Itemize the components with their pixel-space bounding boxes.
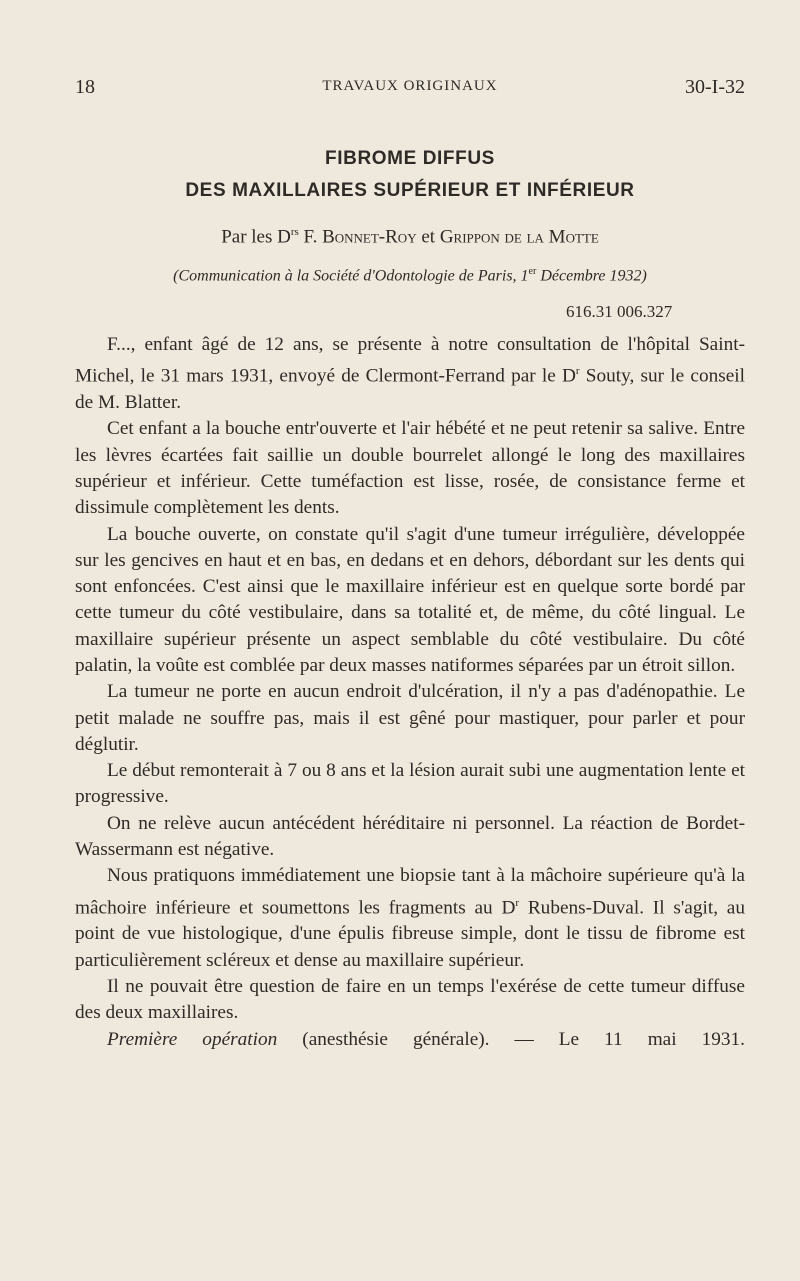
paragraph-9-italic: Première opération — [107, 1028, 278, 1050]
classification-code: 616.31 006.327 — [566, 302, 673, 321]
paragraph-4: La tumeur ne porte en aucun endroit d'ulcération, il n'y a pas d'adénopathie. Le petit malade ne souffre pas, mais il est gêné pour mastiquer, pour parler et pour déglutir. — [75, 681, 745, 755]
communication-note — [75, 266, 745, 285]
paragraph-7-text-b: Rubens-Duval. Il s'agit, au point de vue histologique, d'une épulis fibreuse simple, dont le tissu de fibrome est particulièrement scléreux et dense au maxillaire supérieur. — [75, 897, 745, 971]
communication-end: Décembre 1932) — [536, 267, 647, 285]
author-2: Grippon de la Motte — [439, 226, 599, 248]
paragraph-7-text-a: Nous pratiquons immédiatement une biopsie tant à la mâchoire supérieure qu'à la mâchoire inférieure et soumettons les fragments au D — [75, 865, 745, 919]
authors-superscript: rs — [290, 226, 299, 238]
paragraph-1-text-a: F..., enfant âgé de 12 ans, se présente à notre consultation de l'hôpital Saint-Michel, le 31 mars 1931, envoyé de Clermont-Ferrand par le D — [75, 334, 745, 387]
paragraph-7-superscript: r — [515, 896, 520, 909]
paragraph-5: Le début remonterait à 7 ou 8 ans et la lésion aurait subi une augmentation lente et progressive. — [75, 760, 745, 808]
paragraph-2: Cet enfant a la bouche entr'ouverte et l'air hébété et ne peut retenir sa salive. Entre les lèvres écartées fait saillie un double bourrelet allongé le long des maxillaires supérieur et inférieur. Cette tuméfaction est lisse, rosée, de consistance ferme et dissimule complètement les dents. — [75, 418, 745, 519]
paragraph-1 — [75, 332, 745, 416]
paragraph-1-text-b: Souty, sur le conseil de M. Blatter. — [75, 365, 746, 414]
article-title-line-2: DES MAXILLAIRES SUPÉRIEUR ET INFÉRIEUR — [185, 180, 635, 201]
authors-prefix: Par les D — [221, 226, 291, 248]
authors-and: et — [416, 226, 440, 248]
running-title: TRAVAUX ORIGINAUX — [322, 78, 498, 94]
article-body — [75, 332, 745, 1053]
page-number: 18 — [75, 76, 95, 98]
running-header — [75, 76, 745, 100]
author-1: F. Bonnet-Roy — [303, 226, 417, 248]
communication-main: (Communication à la Société d'Odontologie de Paris, 1 — [173, 267, 529, 285]
paragraph-6: On ne relève aucun antécédent héréditaire ni personnel. La réaction de Bordet-Wassermann est négative. — [75, 812, 745, 861]
paragraph-9 — [75, 1027, 745, 1053]
issue-date: 30-I-32 — [685, 76, 745, 98]
authors-line — [75, 226, 745, 248]
article-title-line-1: FIBROME DIFFUS — [325, 148, 495, 169]
paragraph-8: Il ne pouvait être question de faire en un temps l'exérése de cette tumeur diffuse des deux maxillaires. — [75, 975, 745, 1024]
communication-superscript: er — [528, 266, 537, 277]
paragraph-9-text: (anesthésie générale). — Le 11 mai 1931. — [277, 1028, 745, 1050]
paragraph-1-superscript: r — [575, 365, 580, 378]
paragraph-7 — [75, 863, 745, 974]
paragraph-3: La bouche ouverte, on constate qu'il s'agit d'une tumeur irrégulière, développée sur les gencives en haut et en bas, en dedans et en dehors, débordant sur les dents qui sont enfoncées. C'est ainsi que le maxillaire inférieur est en quelque sorte bordé par cette tumeur du côté vestibulaire, dans sa totalité et, de même, du côté lingual. Le maxillaire supérieur présente un aspect semblable du côté vestibulaire. Du côté palatin, la voûte est comblée par deux masses natiformes séparées par un étroit sillon. — [75, 523, 745, 676]
